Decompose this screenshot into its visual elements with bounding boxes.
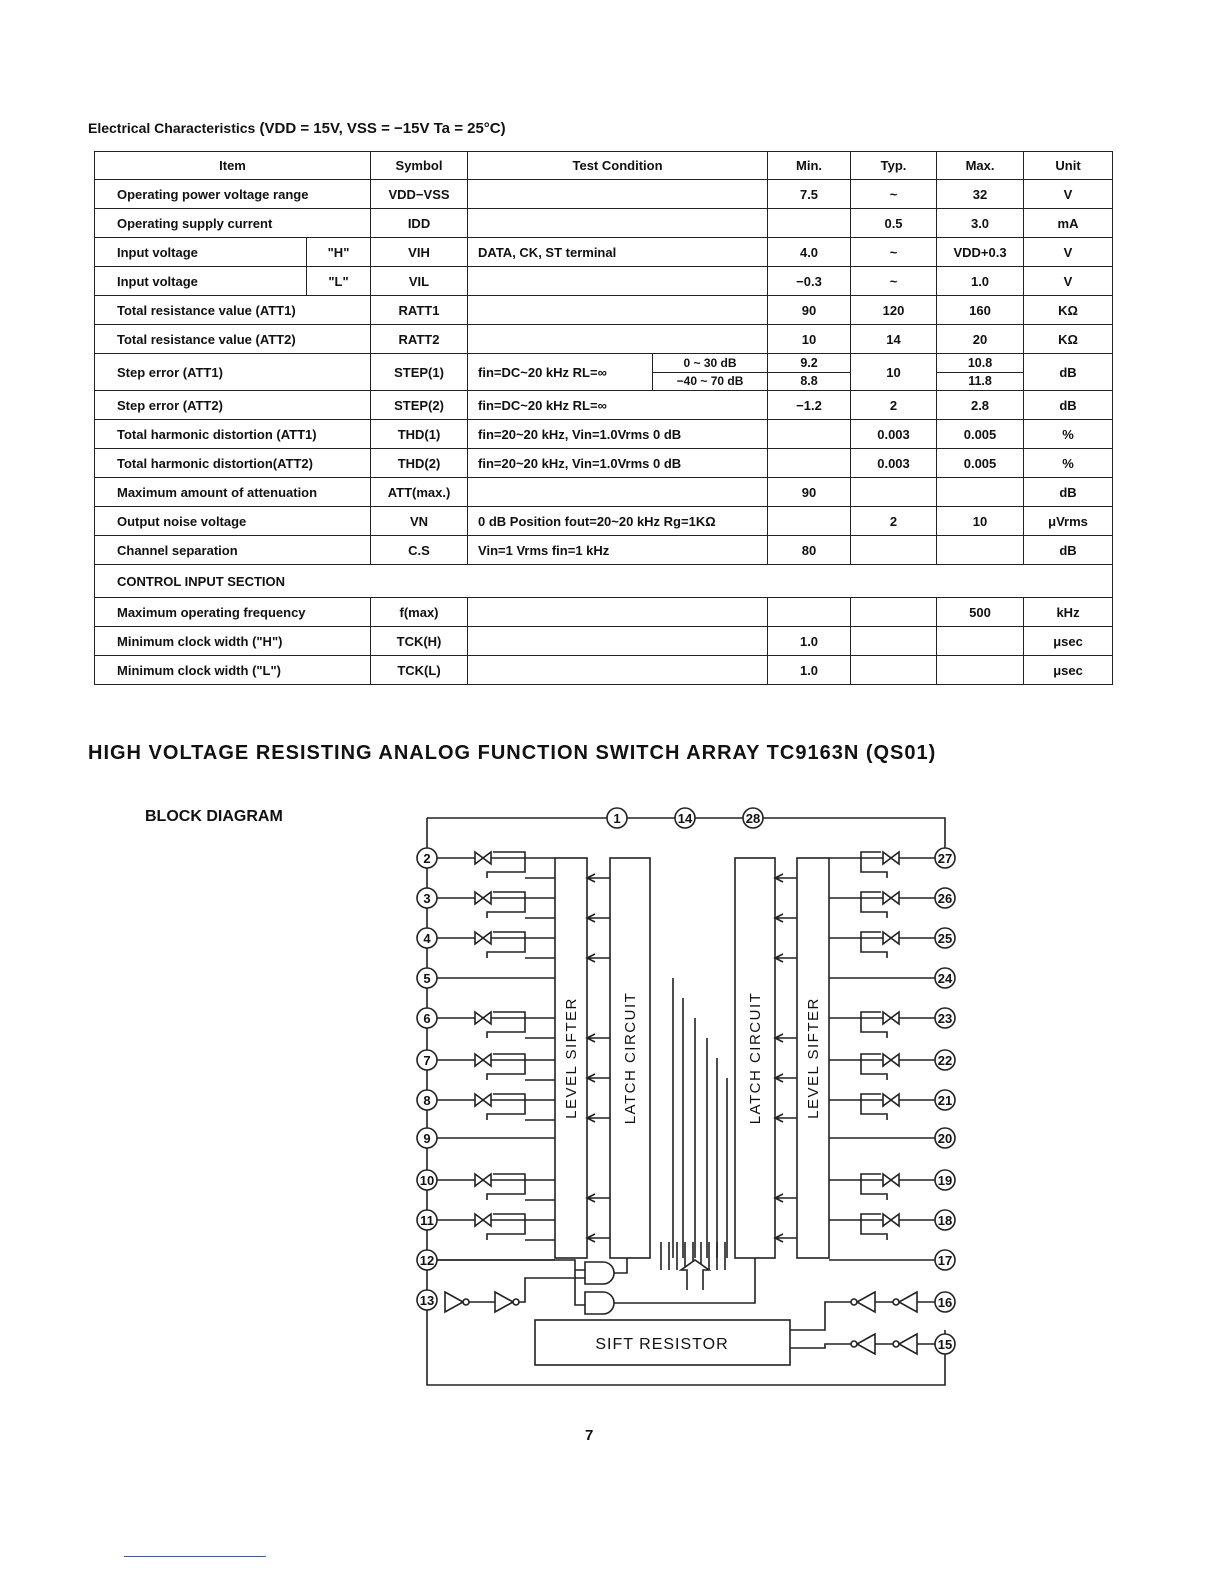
switch-wire [487, 1094, 525, 1120]
pin-number: 15 [937, 1337, 953, 1352]
typ-cell [851, 478, 937, 507]
table-row [95, 267, 1113, 296]
typ-cell: 0.003 [851, 420, 937, 449]
pin-4 [417, 928, 437, 948]
pin-23 [935, 1008, 955, 1028]
pin-16 [935, 1292, 955, 1312]
switch-icon [883, 932, 899, 944]
pin-1 [607, 808, 627, 828]
condition-cell [468, 354, 768, 391]
symbol-cell: ATT(max.) [371, 478, 468, 507]
heading-conditions: (VDD = 15V, VSS = −15V Ta = 25°C) [259, 120, 506, 137]
typ-cell: ~ [851, 238, 937, 267]
max-cell: 500 [937, 598, 1024, 627]
table-heading [88, 120, 506, 137]
inverter-bubble [851, 1299, 857, 1305]
item-cell: Maximum operating frequency [95, 598, 371, 627]
electrical-characteristics-table [94, 151, 1113, 685]
symbol-cell: THD(1) [371, 420, 468, 449]
condition-range-b: −40 ~ 70 dB [676, 374, 744, 389]
max-b: 11.8 [968, 374, 992, 389]
switch-wire [487, 1054, 525, 1080]
item-cell: Output noise voltage [95, 507, 371, 536]
col-item: Item [95, 152, 371, 180]
switch-icon [883, 1054, 899, 1066]
section-title: CONTROL INPUT SECTION [95, 565, 1113, 598]
pin-number: 7 [423, 1053, 431, 1068]
pin-13 [417, 1290, 437, 1310]
inverter-bubble [893, 1299, 899, 1305]
switch-icon [475, 1012, 491, 1024]
strobe-wire [790, 1344, 851, 1348]
min-b: 8.8 [800, 374, 818, 389]
table-row [95, 478, 1113, 507]
condition-cell: DATA, CK, ST terminal [468, 238, 768, 267]
pin-26 [935, 888, 955, 908]
unit-cell: dB [1024, 354, 1113, 391]
item-cell: Total resistance value (ATT2) [95, 325, 371, 354]
condition-cell: Vin=1 Vrms fin=1 kHz [468, 536, 768, 565]
table-row [95, 354, 1113, 391]
switch-icon [475, 932, 491, 944]
pin-15 [935, 1334, 955, 1354]
condition-cell: 0 dB Position fout=20~20 kHz Rg=1KΩ [468, 507, 768, 536]
min-cell: 1.0 [768, 627, 851, 656]
and-gate-2 [585, 1292, 614, 1314]
switch-icon [475, 892, 491, 904]
unit-cell: μsec [1024, 656, 1113, 685]
pin-9 [417, 1128, 437, 1148]
pin-number: 26 [937, 891, 953, 906]
item-cell: Step error (ATT1) [95, 354, 371, 391]
item-sub-cell: "H" [307, 238, 371, 267]
switch-icon [883, 1012, 899, 1024]
pin-number: 23 [937, 1011, 953, 1026]
inverter-bubble [513, 1299, 519, 1305]
table-row [95, 180, 1113, 209]
pin-24 [935, 968, 955, 988]
max-cell: 2.8 [937, 391, 1024, 420]
condition-cell [468, 656, 768, 685]
logic-section [427, 1258, 935, 1365]
max-cell: 0.005 [937, 449, 1024, 478]
inverter-icon [857, 1292, 875, 1312]
switch-wire [487, 1174, 525, 1200]
pin-number: 12 [419, 1253, 435, 1268]
table-row [95, 238, 1113, 267]
block-arrow [587, 1034, 610, 1042]
min-cell: 80 [768, 536, 851, 565]
item-cell: Total harmonic distortion(ATT2) [95, 449, 371, 478]
pin-number: 10 [419, 1173, 435, 1188]
switch-wire [487, 892, 525, 918]
switch-icon [475, 1214, 491, 1226]
table-row [95, 296, 1113, 325]
min-cell: 10 [768, 325, 851, 354]
symbol-cell: TCK(H) [371, 627, 468, 656]
block-arrow [587, 954, 610, 962]
col-unit: Unit [1024, 152, 1113, 180]
block-arrow [775, 954, 797, 962]
min-cell: 4.0 [768, 238, 851, 267]
unit-cell: % [1024, 449, 1113, 478]
symbol-cell: f(max) [371, 598, 468, 627]
max-cell: 1.0 [937, 267, 1024, 296]
symbol-cell: STEP(1) [371, 354, 468, 391]
item-cell: Minimum clock width ("H") [95, 627, 371, 656]
table-header-row [95, 152, 1113, 180]
min-cell: −1.2 [768, 391, 851, 420]
max-cell: 10 [937, 507, 1024, 536]
typ-cell [851, 627, 937, 656]
symbol-cell: TCK(L) [371, 656, 468, 685]
switch-array [427, 852, 945, 1260]
pin-number: 18 [937, 1213, 953, 1228]
inverter-icon [445, 1292, 463, 1312]
inverter-icon [857, 1334, 875, 1354]
pin-5 [417, 968, 437, 988]
pin-number: 28 [745, 811, 761, 826]
block-arrow [775, 1194, 797, 1202]
switch-icon [475, 1174, 491, 1186]
symbol-cell: VN [371, 507, 468, 536]
min-a: 9.2 [768, 354, 850, 373]
max-cell [937, 627, 1024, 656]
switch-icon [475, 1054, 491, 1066]
symbol-cell: VIL [371, 267, 468, 296]
switch-wire [487, 1214, 525, 1240]
typ-cell: ~ [851, 180, 937, 209]
pin-3 [417, 888, 437, 908]
pin-20 [935, 1128, 955, 1148]
max-a: 10.8 [937, 354, 1023, 373]
unit-cell: mA [1024, 209, 1113, 238]
condition-cell [468, 478, 768, 507]
pin-labels [417, 808, 955, 1354]
pin-17 [935, 1250, 955, 1270]
col-min: Min. [768, 152, 851, 180]
table-row [95, 536, 1113, 565]
pin-number: 2 [423, 851, 431, 866]
condition-cell [468, 627, 768, 656]
max-cell: 20 [937, 325, 1024, 354]
symbol-cell: THD(2) [371, 449, 468, 478]
pin-number: 16 [937, 1295, 953, 1310]
pin-18 [935, 1210, 955, 1230]
and-gate-1 [585, 1262, 614, 1284]
table-row [95, 449, 1113, 478]
min-cell [768, 598, 851, 627]
pin-19 [935, 1170, 955, 1190]
symbol-cell: STEP(2) [371, 391, 468, 420]
max-cell: VDD+0.3 [937, 238, 1024, 267]
block-diagram-label: BLOCK DIAGRAM [145, 808, 283, 825]
max-cell [937, 536, 1024, 565]
table-row [95, 598, 1113, 627]
item-cell: Maximum amount of attenuation [95, 478, 371, 507]
unit-cell: μsec [1024, 627, 1113, 656]
unit-cell: KΩ [1024, 325, 1113, 354]
item-cell: Input voltage [95, 238, 307, 267]
block-label-1: LATCH CIRCUIT [622, 991, 639, 1125]
block-arrow [775, 1074, 797, 1082]
symbol-cell: RATT1 [371, 296, 468, 325]
inverter-icon [899, 1292, 917, 1312]
switch-wire [487, 932, 525, 958]
min-cell [768, 507, 851, 536]
condition-cell [468, 209, 768, 238]
condition-range-a: 0 ~ 30 dB [653, 354, 767, 373]
unit-cell: V [1024, 180, 1113, 209]
pin-22 [935, 1050, 955, 1070]
symbol-cell: IDD [371, 209, 468, 238]
min-cell: 1.0 [768, 656, 851, 685]
unit-cell: dB [1024, 478, 1113, 507]
switch-icon [475, 1094, 491, 1106]
block-label-0: LEVEL SIFTER [563, 997, 580, 1119]
symbol-cell: VIH [371, 238, 468, 267]
pin-number: 13 [419, 1293, 435, 1308]
unit-cell: KΩ [1024, 296, 1113, 325]
block-arrow [775, 874, 797, 882]
pin-number: 6 [423, 1011, 431, 1026]
block-arrow [587, 1114, 610, 1122]
pin-number: 22 [937, 1053, 953, 1068]
block-arrow [775, 1034, 797, 1042]
block-arrow [587, 1194, 610, 1202]
table-row [95, 325, 1113, 354]
pin-number: 17 [937, 1253, 953, 1268]
block-label-3: LEVEL SIFTER [805, 997, 822, 1119]
block-arrow [775, 1114, 797, 1122]
block-label-2: LATCH CIRCUIT [747, 991, 764, 1125]
switch-icon [883, 892, 899, 904]
max-cell: 32 [937, 180, 1024, 209]
inverter-bubble [851, 1341, 857, 1347]
heading-prefix: Electrical Characteristics [88, 120, 256, 136]
pin-number: 25 [937, 931, 953, 946]
typ-cell: 10 [851, 354, 937, 391]
inverter-icon [495, 1292, 513, 1312]
typ-cell: 0.5 [851, 209, 937, 238]
pin-number: 21 [937, 1093, 953, 1108]
switch-wire [487, 852, 525, 878]
symbol-cell: RATT2 [371, 325, 468, 354]
table-row [95, 209, 1113, 238]
unit-cell: kHz [1024, 598, 1113, 627]
pin-number: 5 [423, 971, 431, 986]
condition-cell: fin=20~20 kHz, Vin=1.0Vrms 0 dB [468, 420, 768, 449]
typ-cell [851, 598, 937, 627]
item-cell: Operating power voltage range [95, 180, 371, 209]
condition-cell [468, 325, 768, 354]
min-cell [768, 420, 851, 449]
pin-14 [675, 808, 695, 828]
block-arrow [775, 1234, 797, 1242]
pin-number: 3 [423, 891, 431, 906]
min-cell: 90 [768, 296, 851, 325]
footer-rule [124, 1556, 266, 1557]
gate-wire [614, 1258, 627, 1273]
unit-cell: dB [1024, 391, 1113, 420]
block-arrow [587, 1234, 610, 1242]
switch-icon [475, 852, 491, 864]
pin-number: 8 [423, 1093, 431, 1108]
pin-number: 27 [937, 851, 953, 866]
min-cell [768, 449, 851, 478]
col-symbol: Symbol [371, 152, 468, 180]
pin-2 [417, 848, 437, 868]
typ-cell [851, 656, 937, 685]
block-arrow [587, 914, 610, 922]
symbol-cell: VDD−VSS [371, 180, 468, 209]
pin-number: 11 [420, 1213, 434, 1228]
item-sub-cell: "L" [307, 267, 371, 296]
condition-cell: fin=20~20 kHz, Vin=1.0Vrms 0 dB [468, 449, 768, 478]
max-cell [937, 354, 1024, 391]
inverter-bubble [893, 1341, 899, 1347]
unit-cell: V [1024, 238, 1113, 267]
data-wire [790, 1302, 851, 1330]
typ-cell: 14 [851, 325, 937, 354]
typ-cell: 0.003 [851, 449, 937, 478]
block-arrow [587, 874, 610, 882]
typ-cell: 2 [851, 391, 937, 420]
min-cell: 7.5 [768, 180, 851, 209]
pin-21 [935, 1090, 955, 1110]
condition-cell [468, 598, 768, 627]
pin-10 [417, 1170, 437, 1190]
inverter-bubble [463, 1299, 469, 1305]
pin-11 [417, 1210, 437, 1230]
max-cell: 3.0 [937, 209, 1024, 238]
control-bus [661, 978, 727, 1290]
col-typ: Typ. [851, 152, 937, 180]
min-cell [768, 209, 851, 238]
pin-25 [935, 928, 955, 948]
max-cell: 0.005 [937, 420, 1024, 449]
page-number: 7 [585, 1427, 594, 1444]
unit-cell: μVrms [1024, 507, 1113, 536]
block-diagram [405, 800, 975, 1400]
min-cell: 90 [768, 478, 851, 507]
pin-number: 9 [423, 1131, 431, 1146]
pin-number: 4 [423, 931, 431, 946]
min-cell: −0.3 [768, 267, 851, 296]
item-cell: Total resistance value (ATT1) [95, 296, 371, 325]
switch-wire [487, 1012, 525, 1038]
section-title-switch-array: HIGH VOLTAGE RESISTING ANALOG FUNCTION SWITCH ARRAY TC9163N (QS01) [88, 742, 937, 764]
inverter-icon [899, 1334, 917, 1354]
typ-cell: ~ [851, 267, 937, 296]
symbol-cell: C.S [371, 536, 468, 565]
condition-main: fin=DC~20 kHz RL=∞ [478, 364, 607, 380]
col-test-condition: Test Condition [468, 152, 768, 180]
min-cell [768, 354, 851, 391]
pin-8 [417, 1090, 437, 1110]
function-blocks [555, 858, 829, 1258]
table-row [95, 420, 1113, 449]
unit-cell: dB [1024, 536, 1113, 565]
pin-number: 20 [937, 1131, 953, 1146]
unit-cell: V [1024, 267, 1113, 296]
switch-icon [883, 1174, 899, 1186]
item-cell: Minimum clock width ("L") [95, 656, 371, 685]
item-cell: Operating supply current [95, 209, 371, 238]
col-max: Max. [937, 152, 1024, 180]
pin-6 [417, 1008, 437, 1028]
table-row [95, 656, 1113, 685]
typ-cell: 2 [851, 507, 937, 536]
typ-cell [851, 536, 937, 565]
pin-number: 1 [613, 811, 621, 826]
condition-cell: fin=DC~20 kHz RL=∞ [468, 391, 768, 420]
max-cell: 160 [937, 296, 1024, 325]
pin-number: 19 [937, 1173, 953, 1188]
pin-7 [417, 1050, 437, 1070]
switch-icon [883, 1094, 899, 1106]
block-arrow [775, 914, 797, 922]
pin-number: 24 [937, 971, 953, 986]
typ-cell: 120 [851, 296, 937, 325]
section-row [95, 565, 1113, 598]
max-cell [937, 656, 1024, 685]
switch-icon [883, 852, 899, 864]
clock-wire [469, 1278, 585, 1302]
item-cell: Step error (ATT2) [95, 391, 371, 420]
switch-icon [883, 1214, 899, 1226]
table-row [95, 627, 1113, 656]
item-cell: Total harmonic distortion (ATT1) [95, 420, 371, 449]
pin-number: 14 [677, 811, 693, 826]
item-cell: Input voltage [95, 267, 307, 296]
shift-register-label: SIFT RESISTOR [595, 1336, 729, 1353]
max-cell [937, 478, 1024, 507]
condition-cell [468, 267, 768, 296]
pin-12 [417, 1250, 437, 1270]
table-row [95, 391, 1113, 420]
condition-cell [468, 296, 768, 325]
unit-cell: % [1024, 420, 1113, 449]
condition-cell [468, 180, 768, 209]
table-row [95, 507, 1113, 536]
pin-27 [935, 848, 955, 868]
pin-28 [743, 808, 763, 828]
block-arrow [587, 1074, 610, 1082]
item-cell: Channel separation [95, 536, 371, 565]
